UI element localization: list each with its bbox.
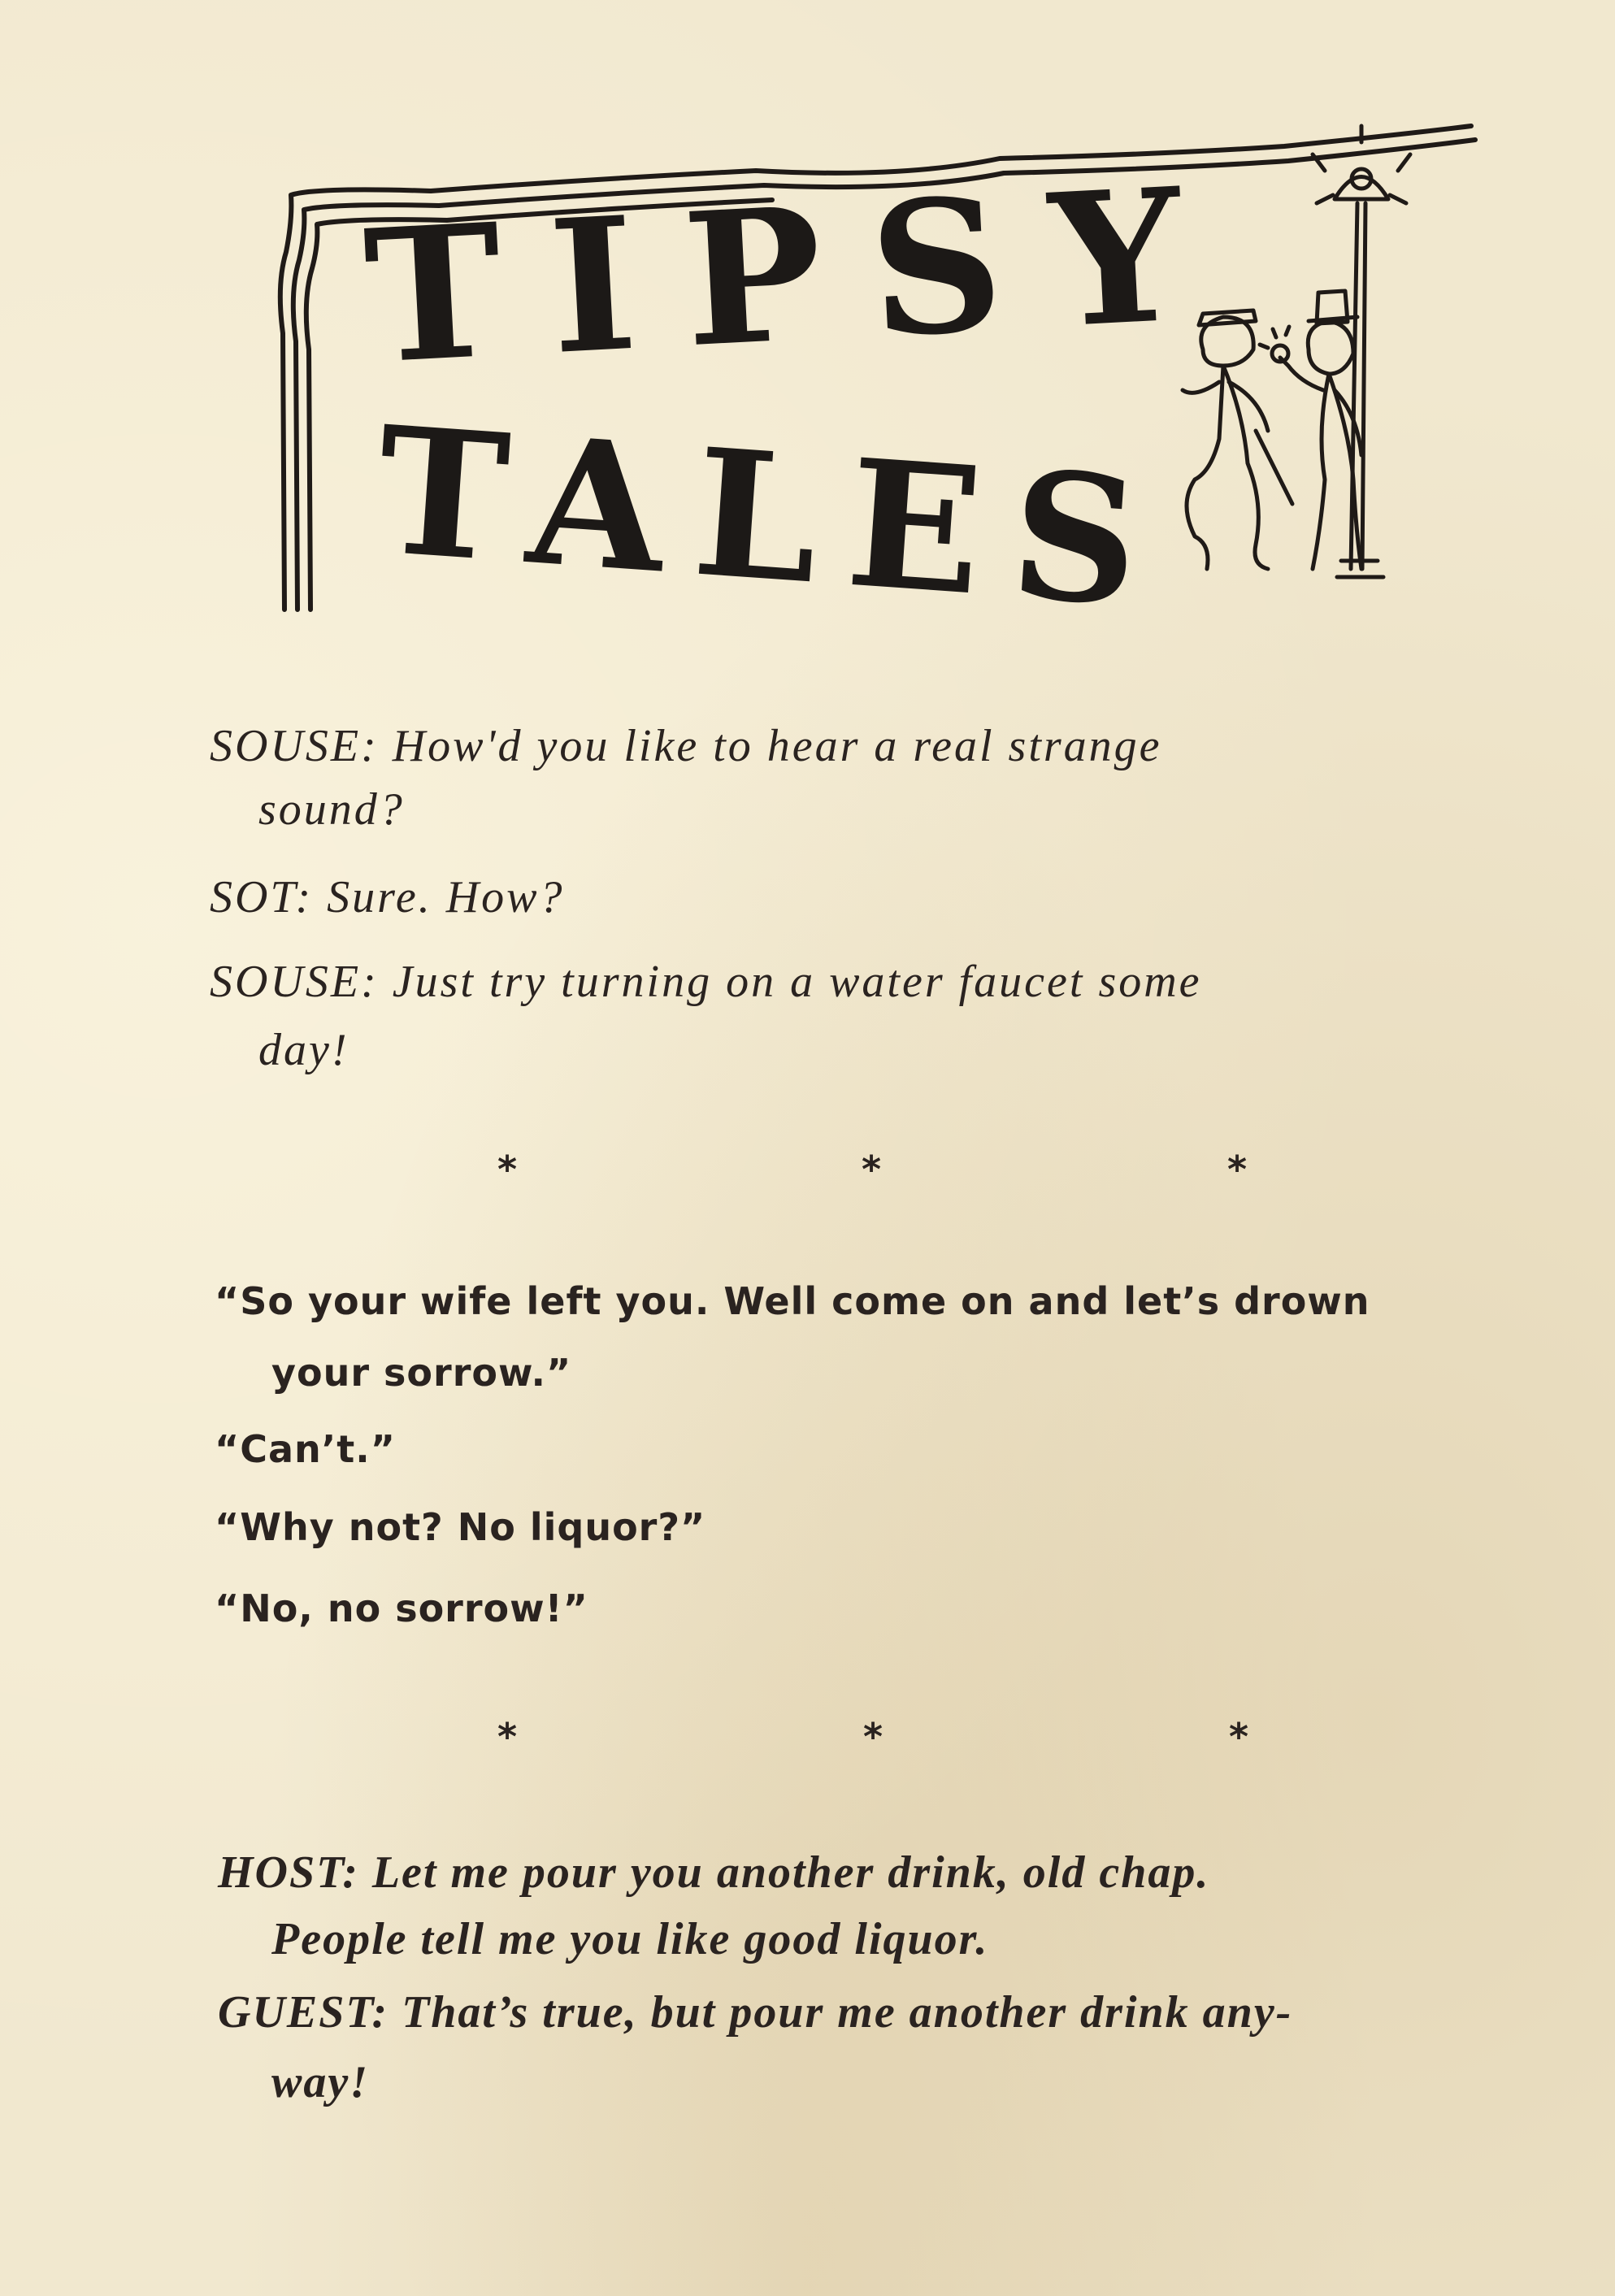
- divider-star: *: [497, 1715, 518, 1759]
- joke-2-line-3: “Can’t.”: [215, 1427, 396, 1471]
- title-tales: TALES: [371, 387, 1176, 648]
- joke-3-line-4: way!: [271, 2057, 369, 2107]
- divider-star: *: [1229, 1715, 1249, 1759]
- joke-3-line-1: HOST: Let me pour you another drink, old chap.: [218, 1847, 1210, 1898]
- joke-2-line-2: your sorrow.”: [271, 1351, 572, 1395]
- divider-star: *: [862, 1148, 882, 1191]
- joke-1-line-4: SOUSE: Just try turning on a water faucet some: [210, 957, 1202, 1007]
- joke-1-line-3: SOT: Sure. How?: [210, 872, 565, 922]
- joke-3-line-3: GUEST: That’s true, but pour me another drink any-: [218, 1987, 1293, 2038]
- header-illustration: [268, 122, 1496, 648]
- joke-1-line-2: sound?: [258, 784, 405, 835]
- section-divider-1: [0, 1148, 1615, 1196]
- section-divider-2: [0, 1715, 1615, 1764]
- joke-1-line-5: day!: [258, 1025, 349, 1075]
- joke-2-line-4: “Why not? No liquor?”: [215, 1505, 706, 1549]
- joke-2-line-1: “So your wife left you. Well come on and let’s drown: [215, 1279, 1370, 1323]
- divider-star: *: [863, 1715, 883, 1759]
- divider-star: *: [497, 1148, 518, 1191]
- joke-3-line-2: People tell me you like good liquor.: [271, 1914, 989, 1964]
- joke-1-line-1: SOUSE: How'd you like to hear a real strange: [210, 721, 1162, 771]
- joke-2-line-5: “No, no sorrow!”: [215, 1586, 588, 1630]
- divider-star: *: [1227, 1148, 1248, 1191]
- title-tipsy: TIPSY: [360, 145, 1236, 406]
